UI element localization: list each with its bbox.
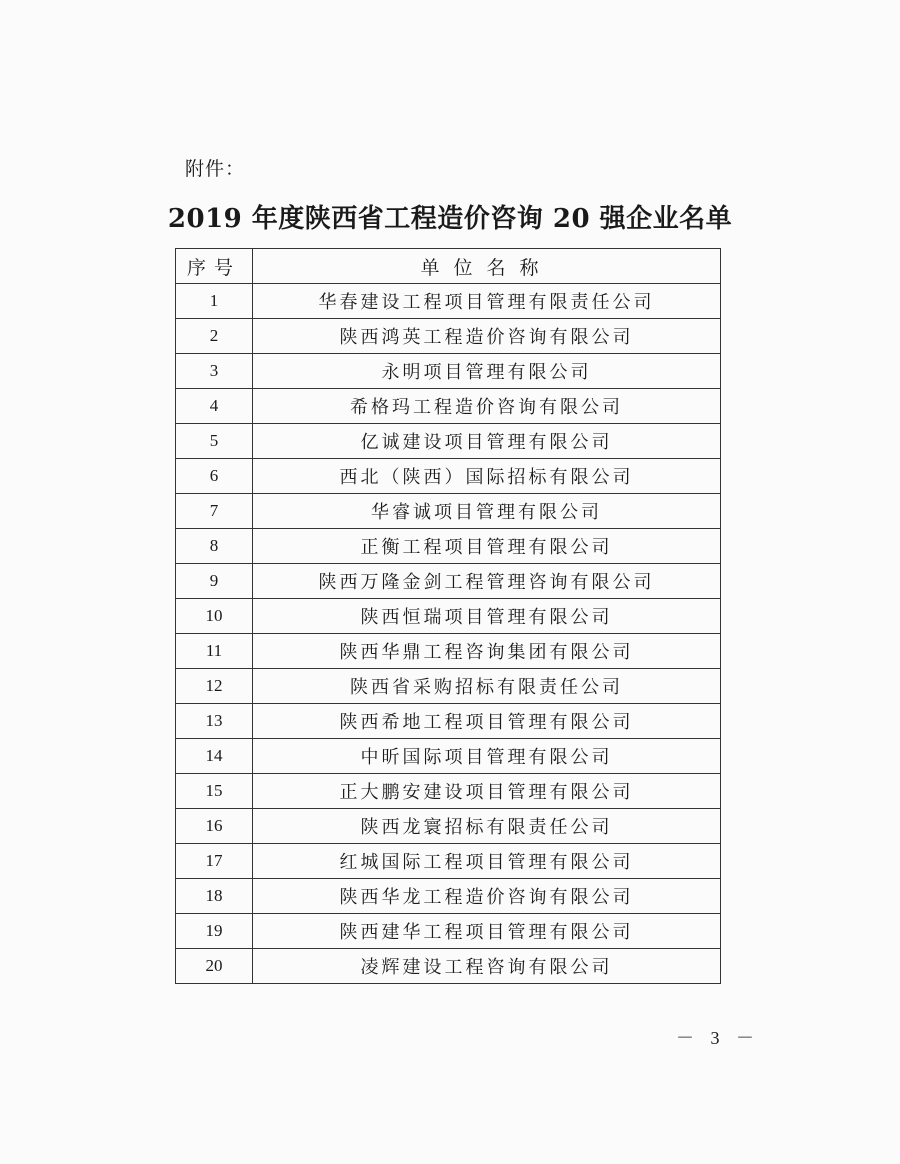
table-row — [176, 354, 721, 389]
company-name-cell: 陕西希地工程项目管理有限公司 — [253, 704, 721, 739]
header-serial-number: 序号 — [176, 249, 253, 284]
table-row — [176, 424, 721, 459]
attachment-label: 附件： — [185, 158, 246, 180]
serial-number-cell: 7 — [176, 494, 253, 529]
company-name-cell: 凌辉建设工程咨询有限公司 — [253, 949, 721, 984]
serial-number-cell: 9 — [176, 564, 253, 599]
serial-number-cell: 16 — [176, 809, 253, 844]
company-name-cell: 陕西恒瑞项目管理有限公司 — [253, 599, 721, 634]
table-row — [176, 284, 721, 319]
company-list-table — [175, 248, 721, 984]
serial-number-cell: 2 — [176, 319, 253, 354]
table-row — [176, 599, 721, 634]
table-row — [176, 634, 721, 669]
table-row — [176, 844, 721, 879]
serial-number-cell: 12 — [176, 669, 253, 704]
table-row — [176, 879, 721, 914]
serial-number-cell: 8 — [176, 529, 253, 564]
table-row — [176, 529, 721, 564]
company-name-cell: 华春建设工程项目管理有限责任公司 — [253, 284, 721, 319]
table-row — [176, 669, 721, 704]
table-row — [176, 459, 721, 494]
table-row — [176, 564, 721, 599]
company-name-cell: 正大鹏安建设项目管理有限公司 — [253, 774, 721, 809]
page-number: － 3 － — [676, 1028, 760, 1048]
company-name-cell: 红城国际工程项目管理有限公司 — [253, 844, 721, 879]
table-row — [176, 949, 721, 984]
company-name-cell: 陕西建华工程项目管理有限公司 — [253, 914, 721, 949]
serial-number-cell: 4 — [176, 389, 253, 424]
company-name-cell: 亿诚建设项目管理有限公司 — [253, 424, 721, 459]
document-title: 2019 年度陕西省工程造价咨询 20 强企业名单 — [167, 204, 733, 234]
table-row — [176, 389, 721, 424]
company-name-cell: 永明项目管理有限公司 — [253, 354, 721, 389]
table-row — [176, 704, 721, 739]
company-name-cell: 华睿诚项目管理有限公司 — [253, 494, 721, 529]
company-name-cell: 希格玛工程造价咨询有限公司 — [253, 389, 721, 424]
company-name-cell: 陕西龙寰招标有限责任公司 — [253, 809, 721, 844]
company-name-cell: 中昕国际项目管理有限公司 — [253, 739, 721, 774]
serial-number-cell: 11 — [176, 634, 253, 669]
table-row — [176, 739, 721, 774]
company-name-cell: 陕西华鼎工程咨询集团有限公司 — [253, 634, 721, 669]
table-row — [176, 774, 721, 809]
company-name-cell: 陕西万隆金剑工程管理咨询有限公司 — [253, 564, 721, 599]
company-name-cell: 西北（陕西）国际招标有限公司 — [253, 459, 721, 494]
table-row — [176, 809, 721, 844]
serial-number-cell: 3 — [176, 354, 253, 389]
table-row — [176, 319, 721, 354]
table-row — [176, 494, 721, 529]
serial-number-cell: 5 — [176, 424, 253, 459]
serial-number-cell: 15 — [176, 774, 253, 809]
company-name-cell: 陕西省采购招标有限责任公司 — [253, 669, 721, 704]
company-name-cell: 陕西华龙工程造价咨询有限公司 — [253, 879, 721, 914]
table-row — [176, 914, 721, 949]
company-name-cell: 陕西鸿英工程造价咨询有限公司 — [253, 319, 721, 354]
serial-number-cell: 19 — [176, 914, 253, 949]
serial-number-cell: 10 — [176, 599, 253, 634]
table-body — [176, 284, 721, 984]
serial-number-cell: 1 — [176, 284, 253, 319]
header-company-name: 单位名称 — [253, 249, 721, 284]
serial-number-cell: 20 — [176, 949, 253, 984]
serial-number-cell: 18 — [176, 879, 253, 914]
serial-number-cell: 14 — [176, 739, 253, 774]
serial-number-cell: 13 — [176, 704, 253, 739]
serial-number-cell: 6 — [176, 459, 253, 494]
serial-number-cell: 17 — [176, 844, 253, 879]
table-header-row — [176, 249, 721, 284]
company-name-cell: 正衡工程项目管理有限公司 — [253, 529, 721, 564]
